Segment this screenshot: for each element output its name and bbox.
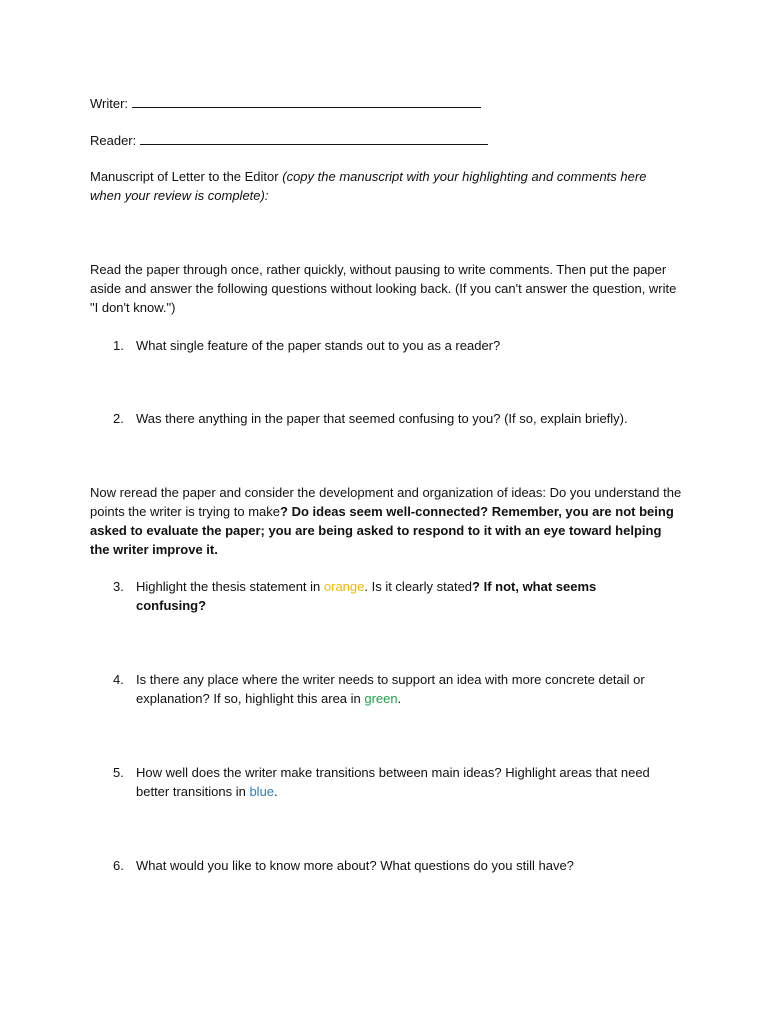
orange-highlight-word: orange (323, 579, 365, 594)
question-text-pre: How well does the writer make transitions between main ideas? Highlight areas that need better transitions in (136, 765, 650, 799)
question-text-post: . (274, 784, 278, 799)
question-1 (113, 336, 673, 355)
question-text: Was there anything in the paper that seemed confusing to you? (If so, explain briefly). (136, 411, 628, 426)
manuscript-instructions: (copy the manuscript with your highlighting and comments here when your review is complete): (90, 169, 647, 203)
question-text (136, 670, 673, 708)
question-text-pre: Is there any place where the writer needs to support an idea with more concrete detail or explanation? If so, highlight this area in (136, 672, 645, 706)
question-text-post: . (397, 691, 402, 706)
reader-label: Reader: (90, 133, 137, 148)
question-number: 5. (113, 765, 124, 780)
writer-blank[interactable] (132, 93, 481, 108)
blue-highlight-word: blue (249, 784, 275, 799)
question-text-post: . Is it clearly stated (364, 579, 473, 594)
section2-intro-c: ? Remember, you are not being asked to evaluate the paper; you are being asked to respond to it with an eye toward helping the writer improve it. (90, 504, 674, 557)
question-number: 4. (113, 672, 124, 687)
reader-blank[interactable] (140, 130, 488, 145)
question-4 (113, 670, 673, 708)
question-text (136, 577, 613, 615)
writer-line (90, 93, 481, 113)
question-text (136, 763, 673, 801)
section1-intro: Read the paper through once, rather quickly, without pausing to write comments. Then put the paper aside and answer the following questions without looking back. (If you can't answer the question, write "I don't know.") (90, 262, 677, 315)
manuscript-label: Manuscript of Letter to the Editor (90, 169, 279, 184)
question-text-bold-end: ? (198, 598, 207, 613)
question-5 (113, 763, 673, 801)
section2-intro-a: Now reread the paper and consider the development and organization of ideas: Do you understand the points the writer is trying to make (90, 485, 682, 519)
reader-line (90, 130, 488, 150)
manuscript-heading (90, 167, 670, 205)
question-text-pre: Highlight the thesis statement in (136, 579, 324, 594)
green-highlight-word: green (364, 691, 398, 706)
question-2 (113, 409, 673, 428)
question-text: What would you like to know more about? What questions do you still have? (136, 858, 574, 873)
question-number: 2. (113, 411, 124, 426)
question-3 (113, 577, 613, 615)
question-number: 6. (113, 858, 124, 873)
question-text-bold: ? If not, what seems confusing (136, 579, 597, 613)
question-text: What single feature of the paper stands out to you as a reader? (136, 338, 501, 353)
section2-intro-b: ? Do ideas seem well-connected (280, 504, 481, 519)
question-number: 1. (113, 338, 124, 353)
question-6 (113, 856, 673, 875)
section2-intro (90, 483, 682, 559)
writer-label: Writer: (90, 96, 129, 111)
question-number: 3. (113, 579, 124, 594)
